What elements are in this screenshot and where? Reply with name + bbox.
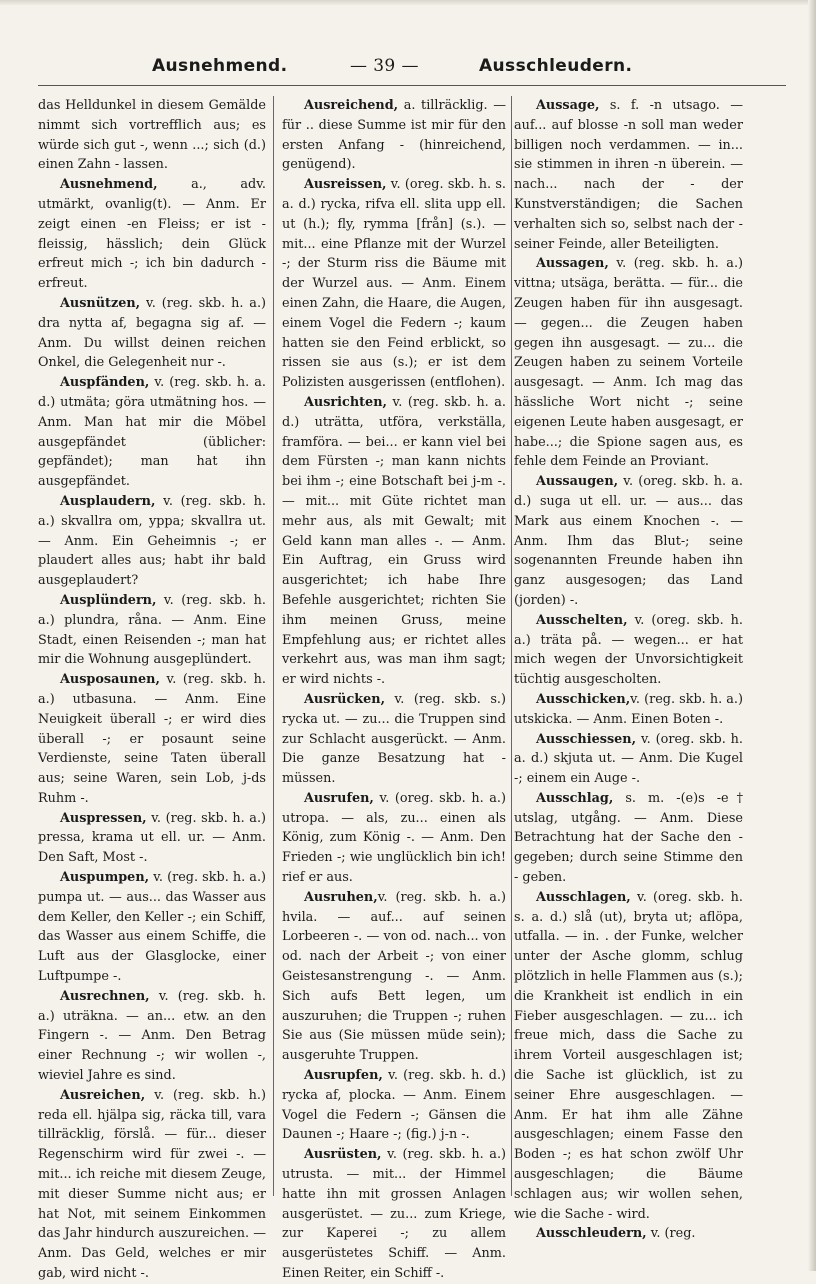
dictionary-entry bbox=[282, 888, 506, 1066]
entry-headword: Ausschleudern, bbox=[536, 1226, 647, 1242]
entry-text: a. tillräcklig. — für .. diese Summe ist mir für den ersten Anfang - (hinreichend, genügend). bbox=[282, 98, 506, 173]
dictionary-entry bbox=[38, 670, 266, 809]
entry-text: a., adv. utmärkt, ovanlig(t). — Anm. Er zeigt einen -en Fleiss; er ist - fleissig, hässlich; dein Glück erfreut mich -; ich bin dadurch - erfreut. bbox=[38, 177, 266, 292]
column-divider bbox=[273, 96, 274, 1196]
dictionary-entry bbox=[514, 690, 743, 730]
entry-headword: Ausreissen, bbox=[304, 177, 387, 193]
dictionary-entry bbox=[514, 611, 743, 690]
entry-text: v. (reg. skb. h. a.) skvallra om, yppa; skvallra ut. — Anm. Ein Geheimnis -; er plaudert alles aus; habt ihr bald ausgeplaudert? bbox=[38, 493, 266, 589]
entry-headword: Ausschlag, bbox=[536, 790, 614, 806]
dictionary-entry bbox=[38, 175, 266, 294]
entry-headword: Auspfänden, bbox=[60, 375, 150, 391]
entry-headword: Aussagen, bbox=[536, 256, 609, 272]
entry-headword: Ausnützen, bbox=[60, 295, 141, 311]
entry-text: v. (reg. skb. h. a.) dra nytta af, begagna sig af. — Anm. Du willst deinen reichen Onkel, die Gelegenheit nur -. bbox=[38, 295, 266, 371]
entry-text: v. (reg. skb. h. a.) utbasuna. — Anm. Eine Neuigkeit überall -; er wird dies überall -; er posaunt seine Verdienste, seine Taten überall aus; seine Waren, sein Lob, j-ds Ruhm -. bbox=[38, 672, 266, 806]
dictionary-entry bbox=[38, 987, 266, 1086]
entry-headword: Ausrechnen, bbox=[60, 988, 150, 1004]
entry-headword: Ausreichend, bbox=[304, 98, 399, 113]
dictionary-entry bbox=[38, 591, 266, 670]
dictionary-entry bbox=[282, 690, 506, 789]
entry-text: v. (oreg. skb. h. a. d.) skjuta ut. — Anm. Die Kugel -; einem ein Auge -. bbox=[514, 731, 743, 787]
entry-headword: Aussage, bbox=[536, 98, 600, 113]
entry-headword: Ausrichten, bbox=[304, 394, 387, 410]
dictionary-entry bbox=[514, 1224, 743, 1244]
entry-text: v. (oreg. skb. h. s. a. d.) slå (ut), bryta ut; aflöpa, utfalla. — in. . der Funke, welcher unter der Asche glomm, schlug plötzlich in helle Flammen aus (s.); die Krankheit ist endlich in ein Fieber ausgeschlagen. — zu... ich freue mich, dass die Sache zu ihrem Vorteil ausgeschlagen ist; die Sache ist glücklich, ist zu seiner Ehre ausgeschlagen. — Anm. Er hat ihm alle Zähne ausgeschlagen; einem Fasse den Boden -; es hat schon zwölf Uhr ausgeschlagen; die Bäume schlagen aus; wir wollen sehen, wie die Sache - wird. bbox=[514, 889, 743, 1222]
running-head-right: Ausschleudern. bbox=[479, 56, 633, 76]
entry-headword: Auspumpen, bbox=[60, 870, 150, 886]
dictionary-entry bbox=[38, 1086, 266, 1284]
running-head-left: Ausnehmend. bbox=[152, 56, 288, 76]
entry-headword: Ausposaunen, bbox=[60, 672, 160, 688]
entry-text: s. f. -n utsago. — auf... auf blosse -n soll man weder billigen noch verdammen. — in... sie stimmen in ihren -n überein. — nach... nach der - der Kunstverständigen; die Sachen verhalten sich so, selbst nach der - seiner Feinde, aller Beteiligten. bbox=[514, 98, 743, 252]
dictionary-entry bbox=[282, 1145, 506, 1284]
entry-text: v. (reg. skb. h. a.) pressa, krama ut ell. ur. — Anm. Den Saft, Most -. bbox=[38, 810, 266, 866]
entry-text: v. (reg. skb. s.) rycka ut. — zu... die Truppen sind zur Schlacht ausgerückt. — Anm. Die ganze Besatzung hat - müssen. bbox=[282, 691, 506, 787]
dictionary-entry bbox=[514, 730, 743, 789]
scan-edge-right bbox=[808, 0, 816, 1271]
dictionary-entry bbox=[514, 96, 743, 254]
entry-headword: Ausreichen, bbox=[60, 1087, 146, 1103]
entry-text: v. (oreg. skb. h. a.) utropa. — als, zu... einen als König, zum König -. — Anm. Den Frieden -; wie unglücklich bin ich! rief er aus. bbox=[282, 790, 506, 886]
dictionary-entry bbox=[514, 254, 743, 472]
dictionary-entry bbox=[282, 1066, 506, 1145]
page-number: — 39 — bbox=[350, 56, 419, 76]
entry-headword: Ausnehmend, bbox=[60, 177, 158, 193]
dictionary-entry bbox=[38, 373, 266, 492]
column-1 bbox=[38, 96, 266, 1284]
dictionary-entry bbox=[282, 96, 506, 175]
entry-headword: Ausrüsten, bbox=[304, 1147, 382, 1163]
entry-text: v. (oreg. skb. h. a. d.) suga ut ell. ur. — aus... das Mark aus einem Knochen -. — Anm. Ihm das Blut-; seine sogenannten Freunde haben ihn ganz ausgesogen; das Land (jorden) -. bbox=[514, 474, 743, 608]
entry-headword: Ausschiessen, bbox=[536, 731, 637, 747]
entry-text: v. (reg. skb. h. a.) vittna; utsäga, berätta. — für... die Zeugen haben für ihn ausgesagt. — gegen... die Zeugen haben gegen ihn ausgesagt. — zu... die Zeugen haben zu seinem Vorteile ausgesagt. — Anm. Ich mag das hässliche Wort nicht -; seine eigenen Leute haben ausgesagt, er habe...; die Spione sagen aus, es fehle dem Feinde an Proviant. bbox=[514, 256, 743, 470]
dictionary-entry bbox=[282, 393, 506, 690]
entry-text: v. (oreg. skb. h. a.) träta på. — wegen... er hat mich wegen der Unvorsichtigkeit tüchtig ausgescholten. bbox=[514, 612, 743, 688]
entry-headword: Ausschicken, bbox=[536, 691, 631, 707]
entry-text: v. (reg. skb. h. a.) utrusta. — mit... der Himmel hatte ihn mit grossen Anlagen ausgerüstet. — zu... zum Kriege, zur Kaperei -; zu allem ausgerüstetes Schiff. — Anm. Einen Reiter, ein Schiff -. bbox=[282, 1147, 506, 1282]
entry-text: v. (reg. skb. h.) reda ell. hjälpa sig, räcka till, vara tillräcklig, förslå. — für... dieser Regenschirm wird für zwei -. — mit... ich reiche mit diesem Zeuge, mit dieser Summe nicht aus; er hat Not, mit seinem Einkommen das Jahr hindurch auszureichen. — Anm. Das Geld, welches er mir gab, wird nicht -. bbox=[38, 1087, 266, 1282]
header-rule bbox=[38, 85, 786, 86]
entry-text: v. (oreg. skb. h. s. a. d.) rycka, rifva ell. slita upp ell. ut (h.); fly, rymma [från] (s.). — mit... eine Pflanze mit der Wurzel -; der Sturm riss die Bäume mit der Wurzel aus. — Anm. Einem einen Zahn, die Haare, die Augen, einem Vogel die Federn -; kaum hatten sie den Feind erblickt, so rissen sie aus (s.); er ist dem Polizisten ausgerissen (entflohen). bbox=[282, 177, 506, 391]
dictionary-entry bbox=[38, 294, 266, 373]
dictionary-entry bbox=[282, 175, 506, 393]
entry-text: v. (reg. skb. h. a.) pumpa ut. — aus... das Wasser aus dem Keller, den Keller -; ein Schiff, das Wasser aus einem Schiffe, die Luft aus der Glasglocke, einer Luftpumpe -. bbox=[38, 870, 266, 985]
entry-text: v. (reg. skb. h. a.) plundra, råna. — Anm. Eine Stadt, einen Reisenden -; man hat mir die Wohnung ausgeplündert. bbox=[38, 592, 266, 668]
column-3 bbox=[514, 96, 743, 1244]
dictionary-entry bbox=[282, 789, 506, 888]
column-divider bbox=[511, 96, 512, 1196]
dictionary-entry bbox=[38, 96, 266, 175]
entry-text: v. (reg. skb. h. a.) utskicka. — Anm. Einen Boten -. bbox=[514, 691, 743, 727]
entry-text: v. (reg. skb. h. a. d.) utmäta; göra utmätning hos. — Anm. Man hat mir die Möbel ausgepfändet (üblicher: gepfändet); man hat ihn ausgepfändet. bbox=[38, 375, 266, 490]
dictionary-entry bbox=[38, 809, 266, 868]
entry-headword: Ausschelten, bbox=[536, 612, 628, 628]
entry-headword: Ausplaudern, bbox=[60, 493, 156, 509]
entry-headword: Ausrupfen, bbox=[304, 1068, 383, 1084]
dictionary-entry bbox=[38, 868, 266, 987]
entry-text: s. m. -(e)s -e† utslag, utgång. — Anm. Diese Betrachtung hat der Sache den - gegeben; durch seine Stimme den - geben. bbox=[514, 790, 743, 886]
entry-headword: Ausplündern, bbox=[60, 592, 157, 608]
entry-headword: Auspressen, bbox=[60, 810, 147, 826]
dictionary-entry bbox=[514, 472, 743, 611]
column-2 bbox=[282, 96, 506, 1284]
entry-text: v. (reg. bbox=[646, 1226, 696, 1242]
dictionary-entry bbox=[38, 492, 266, 591]
entry-text: v. (reg. skb. h. a.) hvila. — auf... auf seinen Lorbeeren -. — von od. nach... von od. nach der Arbeit -; von einer Geistesanstrengung -. — Anm. Sich aufs Bett legen, um auszuruhen; die Truppen -; ruhen Sie aus (Sie müssen müde sein); ausgeruhte Truppen. bbox=[282, 889, 506, 1064]
entry-headword: Ausruhen, bbox=[304, 889, 378, 905]
entry-text: v. (reg. skb. h. d.) rycka af, plocka. — Anm. Einem Vogel die Federn -; Gänsen die Daunen -; Haare -; (fig.) j-n -. bbox=[282, 1068, 506, 1143]
dictionary-entry bbox=[514, 789, 743, 888]
entry-headword: Ausrufen, bbox=[304, 790, 374, 806]
entry-headword: Ausrücken, bbox=[304, 691, 386, 707]
scan-edge-top bbox=[0, 0, 816, 6]
entry-text: v. (reg. skb. h. a.) uträkna. — an... etw. an den Fingern -. — Anm. Den Betrag einer Rechnung -; wir wollen -, wieviel Jahre es sind. bbox=[38, 988, 266, 1084]
entry-text: das Helldunkel in diesem Gemälde nimmt sich vortrefflich aus; es würde sich gut -, wenn ...; sich (d.) einen Zahn - lassen. bbox=[38, 98, 266, 173]
entry-headword: Aussaugen, bbox=[536, 474, 619, 490]
entry-text: v. (reg. skb. h. a. d.) uträtta, utföra, verkställa, framföra. — bei... er kann viel bei dem Fürsten -; man kann nichts bei ihm -; eine Botschaft bei j-m -. — mit... mit Güte richtet man mehr aus, als mit Gewalt; mit Geld kann man alles -. — Anm. Ein Auftrag, ein Gruss wird ausgerichtet; ich habe Ihre Befehle ausgerichtet; richten Sie ihm meinen Gruss, meine Empfehlung aus; er richtet alles verkehrt aus, was man ihm sagt; er wird nichts -. bbox=[282, 394, 506, 688]
dictionary-entry bbox=[514, 888, 743, 1225]
entry-headword: Ausschlagen, bbox=[536, 889, 631, 905]
